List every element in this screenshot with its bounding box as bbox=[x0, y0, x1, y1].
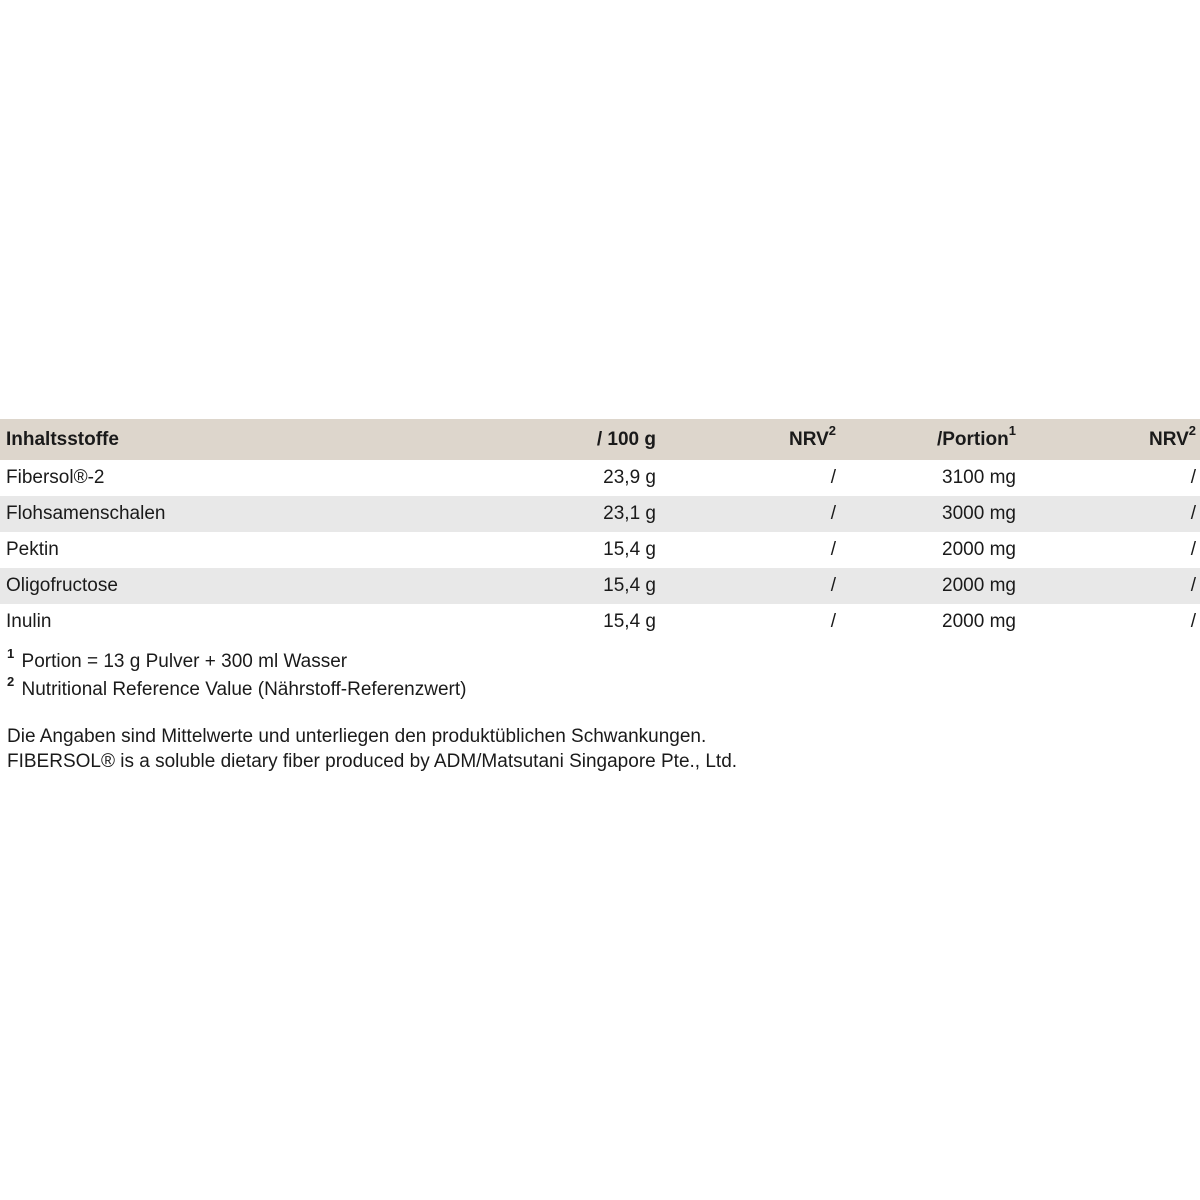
footnotes bbox=[7, 645, 467, 704]
table-row bbox=[0, 568, 1200, 604]
header-nrv-100g-footnote-mark: 2 bbox=[828, 423, 836, 439]
table-row bbox=[0, 496, 1200, 532]
ingredient-name: Inulin bbox=[6, 611, 52, 632]
footnote-portion bbox=[7, 645, 466, 676]
amount-per-portion: 2000 mg bbox=[942, 611, 1016, 632]
ingredient-name: Fibersol®-2 bbox=[6, 467, 105, 488]
amount-per-100g: 15,4 g bbox=[603, 575, 656, 596]
amount-per-portion: 2000 mg bbox=[942, 539, 1016, 560]
nrv-per-100g: / bbox=[830, 503, 836, 524]
amount-per-100g: 15,4 g bbox=[603, 539, 656, 560]
nrv-per-100g: / bbox=[830, 575, 836, 596]
header-nrv-portion: NRV$^2$ bbox=[1148, 423, 1196, 450]
table-row bbox=[0, 604, 1200, 640]
note-fibersol-trademark: FIBERSOL® is a soluble dietary fiber produced by ADM/Matsutani Singapore Pte., Ltd. bbox=[7, 751, 738, 772]
nrv-per-portion: / bbox=[1190, 611, 1196, 632]
ingredient-name: Flohsamenschalen bbox=[6, 503, 166, 524]
nrv-per-portion: / bbox=[1190, 539, 1196, 560]
footnote-mark: 1 bbox=[7, 645, 15, 661]
table-row bbox=[0, 532, 1200, 568]
amount-per-100g: 23,1 g bbox=[603, 503, 656, 524]
header-per-portion: /Portion$^1$ bbox=[936, 423, 1016, 450]
nrv-per-portion: / bbox=[1190, 467, 1196, 488]
footnote-nrv bbox=[7, 673, 467, 704]
footnote-text: Nutritional Reference Value (Nährstoff-Referenzwert) bbox=[21, 679, 467, 700]
amount-per-portion: 3100 mg bbox=[942, 467, 1016, 488]
nrv-per-100g: / bbox=[830, 611, 836, 632]
table-header-row bbox=[0, 419, 1200, 460]
notes bbox=[7, 724, 737, 774]
footnote-text: Portion = 13 g Pulver + 300 ml Wasser bbox=[21, 651, 348, 672]
header-ingredients: Inhaltsstoffe bbox=[6, 428, 119, 450]
header-per-100g: / 100 g bbox=[596, 428, 656, 450]
ingredient-name: Pektin bbox=[6, 539, 59, 560]
note-average-values: Die Angaben sind Mittelwerte und unterliegen den produktüblichen Schwankungen. bbox=[7, 726, 707, 747]
table-row bbox=[0, 460, 1200, 496]
amount-per-portion: 2000 mg bbox=[942, 575, 1016, 596]
header-nrv-portion-footnote-mark: 2 bbox=[1188, 423, 1196, 439]
amount-per-portion: 3000 mg bbox=[942, 503, 1016, 524]
header-nrv-100g: NRV$^2$ bbox=[788, 423, 836, 450]
footnote-mark: 2 bbox=[7, 673, 15, 689]
amount-per-100g: 23,9 g bbox=[603, 467, 656, 488]
nrv-per-portion: / bbox=[1190, 503, 1196, 524]
amount-per-100g: 15,4 g bbox=[603, 611, 656, 632]
nrv-per-portion: / bbox=[1190, 575, 1196, 596]
nrv-per-100g: / bbox=[830, 539, 836, 560]
nutrition-table bbox=[0, 419, 1200, 640]
nrv-per-100g: / bbox=[830, 467, 836, 488]
ingredient-name: Oligofructose bbox=[6, 575, 118, 596]
header-portion-footnote-mark: 1 bbox=[1008, 423, 1016, 439]
